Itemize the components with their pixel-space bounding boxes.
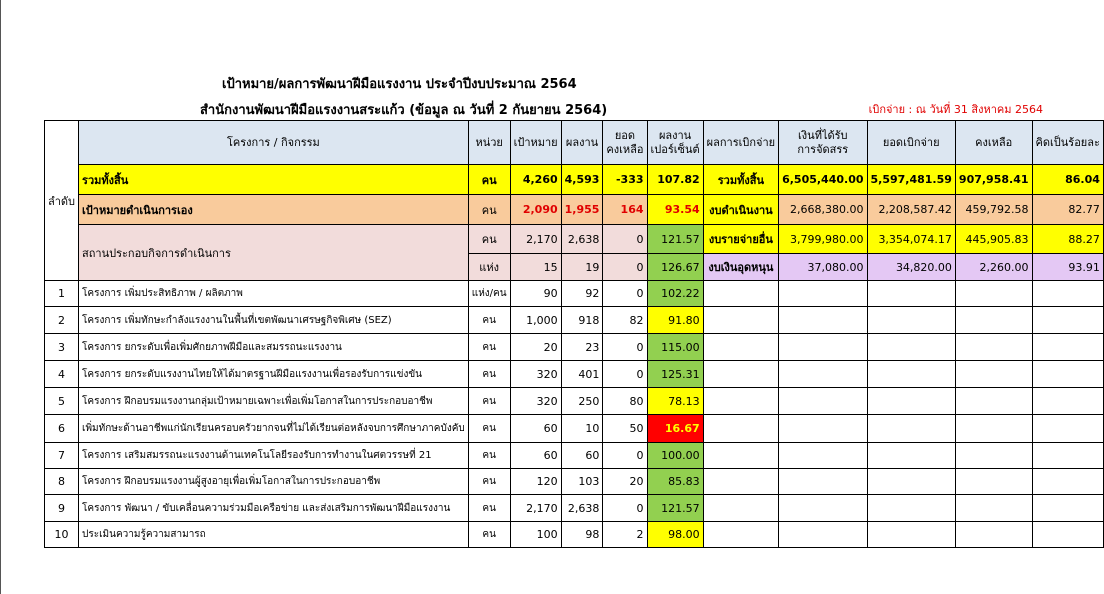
own-alloc: 2,668,380.00 — [779, 195, 867, 225]
own-disbursed: 2,208,587.42 — [867, 195, 955, 225]
own-percent: 93.54 — [647, 195, 703, 225]
row-unit: คน — [468, 334, 510, 361]
empty-budget-cell — [1032, 415, 1103, 443]
header-row — [45, 121, 1104, 165]
row-target: 2,170 — [510, 495, 561, 522]
empty-budget-cell — [779, 415, 867, 443]
own-disb-label: งบดำเนินงาน — [703, 195, 778, 225]
table-row — [45, 443, 1104, 469]
empty-budget-cell — [779, 495, 867, 522]
empty-budget-cell — [955, 281, 1032, 307]
row-target: 60 — [510, 415, 561, 443]
disb-result-header: ผลการเบิกจ่าย — [703, 121, 778, 165]
window-edge — [0, 0, 1, 594]
empty-budget-cell — [955, 495, 1032, 522]
row-result: 60 — [561, 443, 603, 469]
empty-budget-cell — [1032, 495, 1103, 522]
disbursement-date-note: เบิกจ่าย : ณ วันที่ 31 สิงหาคม 2564 — [868, 103, 1043, 116]
empty-budget-cell — [867, 388, 955, 415]
empty-budget-cell — [1032, 307, 1103, 334]
row-result: 401 — [561, 361, 603, 388]
other-expense-label: งบรายจ่ายอื่น — [703, 225, 778, 254]
unit-header: หน่วย — [468, 121, 510, 165]
row-result: 2,638 — [561, 495, 603, 522]
project-name: โครงการ เสริมสมรรถนะแรงงานด้านเทคโนโลยีรองรับการทำงานในศตวรรษที่ 21 — [79, 443, 469, 469]
pct-header: คิดเป็นร้อยละ — [1032, 121, 1103, 165]
table-row — [45, 388, 1104, 415]
own-unit: คน — [468, 195, 510, 225]
report-title: เป้าหมาย/ผลการพัฒนาฝีมือแรงงาน ประจำปีงบประมาณ 2564 — [222, 77, 577, 92]
summary-table — [44, 120, 1104, 548]
percent-header — [647, 121, 703, 165]
table-row — [45, 415, 1104, 443]
row-target: 1,000 — [510, 307, 561, 334]
empty-budget-cell — [1032, 388, 1103, 415]
empty-budget-cell — [867, 443, 955, 469]
establishment-label: สถานประกอบกิจการดำเนินการ — [79, 225, 469, 281]
row-number: 3 — [45, 334, 79, 361]
empty-budget-cell — [955, 388, 1032, 415]
total-unit: คน — [468, 165, 510, 195]
empty-budget-cell — [779, 522, 867, 548]
empty-budget-cell — [955, 443, 1032, 469]
other-expense-pct: 88.27 — [1032, 225, 1103, 254]
empty-budget-cell — [867, 334, 955, 361]
empty-budget-cell — [779, 307, 867, 334]
other-expense-alloc: 3,799,980.00 — [779, 225, 867, 254]
subsidy-balance: 2,260.00 — [955, 254, 1032, 281]
row-percent: 91.80 — [647, 307, 703, 334]
project-name: โครงการ ยกระดับเพื่อเพิ่มศักยภาพฝีมือและสมรรถนะแรงงาน — [79, 334, 469, 361]
row-percent: 16.67 — [647, 415, 703, 443]
total-label: รวมทั้งสิ้น — [79, 165, 469, 195]
percent-header-line1: ผลงาน — [658, 128, 692, 142]
establishment-percent-people: 121.57 — [647, 225, 703, 254]
establishment-remaining-places: 0 — [603, 254, 647, 281]
empty-budget-cell — [867, 469, 955, 495]
empty-budget-cell — [703, 307, 778, 334]
empty-budget-cell — [1032, 522, 1103, 548]
row-unit: คน — [468, 361, 510, 388]
total-target: 4,260 — [510, 165, 561, 195]
other-expense-disbursed: 3,354,074.17 — [867, 225, 955, 254]
empty-budget-cell — [1032, 361, 1103, 388]
empty-budget-cell — [779, 469, 867, 495]
empty-budget-cell — [955, 469, 1032, 495]
seq-header: ลำดับ — [45, 121, 79, 281]
row-remaining: 20 — [603, 469, 647, 495]
row-percent: 98.00 — [647, 522, 703, 548]
row-target: 320 — [510, 361, 561, 388]
row-remaining: 2 — [603, 522, 647, 548]
empty-budget-cell — [867, 281, 955, 307]
own-row — [45, 195, 1104, 225]
project-name: โครงการ ฝึกอบรมแรงงานกลุ่มเป้าหมายเฉพาะเพื่อเพิ่มโอกาสในการประกอบอาชีพ — [79, 388, 469, 415]
empty-budget-cell — [867, 361, 955, 388]
row-unit: คน — [468, 443, 510, 469]
empty-budget-cell — [703, 469, 778, 495]
row-percent: 85.83 — [647, 469, 703, 495]
empty-budget-cell — [955, 307, 1032, 334]
table-row — [45, 334, 1104, 361]
empty-budget-cell — [955, 334, 1032, 361]
table-row — [45, 281, 1104, 307]
empty-budget-cell — [703, 361, 778, 388]
total-balance: 907,958.41 — [955, 165, 1032, 195]
row-result: 918 — [561, 307, 603, 334]
subsidy-pct: 93.91 — [1032, 254, 1103, 281]
total-disbursed: 5,597,481.59 — [867, 165, 955, 195]
row-remaining: 80 — [603, 388, 647, 415]
row-remaining: 50 — [603, 415, 647, 443]
establishment-unit-people: คน — [468, 225, 510, 254]
empty-budget-cell — [779, 361, 867, 388]
row-percent: 125.31 — [647, 361, 703, 388]
empty-budget-cell — [779, 443, 867, 469]
empty-budget-cell — [1032, 334, 1103, 361]
row-remaining: 0 — [603, 443, 647, 469]
row-unit: คน — [468, 388, 510, 415]
own-target: 2,090 — [510, 195, 561, 225]
own-result: 1,955 — [561, 195, 603, 225]
project-name: โครงการ พัฒนา / ขับเคลื่อนความร่วมมือเครือข่าย และส่งเสริมการพัฒนาฝีมือแรงงาน — [79, 495, 469, 522]
row-number: 10 — [45, 522, 79, 548]
empty-budget-cell — [955, 522, 1032, 548]
row-result: 92 — [561, 281, 603, 307]
subsidy-disbursed: 34,820.00 — [867, 254, 955, 281]
subsidy-alloc: 37,080.00 — [779, 254, 867, 281]
row-percent: 102.22 — [647, 281, 703, 307]
other-expense-balance: 445,905.83 — [955, 225, 1032, 254]
project-name: โครงการ ยกระดับแรงงานไทยให้ได้มาตรฐานฝีมือแรงงานเพื่อรองรับการแข่งขัน — [79, 361, 469, 388]
empty-budget-cell — [867, 495, 955, 522]
establishment-target-places: 15 — [510, 254, 561, 281]
row-number: 2 — [45, 307, 79, 334]
project-rows — [45, 281, 1104, 548]
row-unit: คน — [468, 522, 510, 548]
empty-budget-cell — [703, 443, 778, 469]
project-name: โครงการ ฝึกอบรมแรงงานผู้สูงอายุเพื่อเพิ่มโอกาสในการประกอบอาชีพ — [79, 469, 469, 495]
total-pct: 86.04 — [1032, 165, 1103, 195]
project-name: โครงการ เพิ่มทักษะกำลังแรงงานในพื้นที่เขตพัฒนาเศรษฐกิจพิเศษ (SEZ) — [79, 307, 469, 334]
row-target: 120 — [510, 469, 561, 495]
row-target: 320 — [510, 388, 561, 415]
project-name: ประเมินความรู้ความสามารถ — [79, 522, 469, 548]
empty-budget-cell — [779, 388, 867, 415]
empty-budget-cell — [703, 334, 778, 361]
row-number: 1 — [45, 281, 79, 307]
table-row — [45, 361, 1104, 388]
empty-budget-cell — [703, 415, 778, 443]
balance-header: คงเหลือ — [955, 121, 1032, 165]
row-target: 60 — [510, 443, 561, 469]
row-unit: คน — [468, 495, 510, 522]
total-percent: 107.82 — [647, 165, 703, 195]
row-result: 98 — [561, 522, 603, 548]
establishment-remaining-people: 0 — [603, 225, 647, 254]
remaining-header — [603, 121, 647, 165]
remaining-header-line1: ยอด — [614, 128, 636, 142]
table-row — [45, 495, 1104, 522]
project-name: โครงการ เพิ่มประสิทธิภาพ / ผลิตภาพ — [79, 281, 469, 307]
empty-budget-cell — [779, 334, 867, 361]
row-number: 8 — [45, 469, 79, 495]
empty-budget-cell — [867, 522, 955, 548]
empty-budget-cell — [867, 415, 955, 443]
own-label: เป้าหมายดำเนินการเอง — [79, 195, 469, 225]
establishment-unit-places: แห่ง — [468, 254, 510, 281]
result-header: ผลงาน — [561, 121, 603, 165]
empty-budget-cell — [703, 388, 778, 415]
empty-budget-cell — [703, 495, 778, 522]
row-remaining: 0 — [603, 361, 647, 388]
alloc-header — [779, 121, 867, 165]
row-result: 250 — [561, 388, 603, 415]
row-unit: คน — [468, 469, 510, 495]
establishment-target-people: 2,170 — [510, 225, 561, 254]
empty-budget-cell — [955, 361, 1032, 388]
total-result: 4,593 — [561, 165, 603, 195]
row-number: 6 — [45, 415, 79, 443]
establishment-percent-places: 126.67 — [647, 254, 703, 281]
row-result: 23 — [561, 334, 603, 361]
row-number: 9 — [45, 495, 79, 522]
row-remaining: 0 — [603, 495, 647, 522]
row-remaining: 82 — [603, 307, 647, 334]
project-header: โครงการ / กิจกรรม — [79, 121, 469, 165]
percent-header-line2: เปอร์เซ็นต์ — [650, 142, 700, 156]
row-percent: 100.00 — [647, 443, 703, 469]
table-row — [45, 522, 1104, 548]
row-result: 10 — [561, 415, 603, 443]
own-balance: 459,792.58 — [955, 195, 1032, 225]
target-header: เป้าหมาย — [510, 121, 561, 165]
row-number: 7 — [45, 443, 79, 469]
establishment-result-places: 19 — [561, 254, 603, 281]
remaining-header-line2: คงเหลือ — [606, 142, 644, 156]
own-remaining: 164 — [603, 195, 647, 225]
table-row — [45, 307, 1104, 334]
row-target: 20 — [510, 334, 561, 361]
row-percent: 78.13 — [647, 388, 703, 415]
row-unit: คน — [468, 415, 510, 443]
empty-budget-cell — [1032, 469, 1103, 495]
row-remaining: 0 — [603, 334, 647, 361]
project-name: เพิ่มทักษะด้านอาชีพแก่นักเรียนครอบครัวยากจนที่ไม่ได้เรียนต่อหลังจบการศึกษาภาคบังคับ — [79, 415, 469, 443]
empty-budget-cell — [867, 307, 955, 334]
row-percent: 121.57 — [647, 495, 703, 522]
row-number: 5 — [45, 388, 79, 415]
establishment-result-people: 2,638 — [561, 225, 603, 254]
row-unit: แห่ง/คน — [468, 281, 510, 307]
establishment-row-people — [45, 225, 1104, 254]
row-percent: 115.00 — [647, 334, 703, 361]
total-alloc: 6,505,440.00 — [779, 165, 867, 195]
empty-budget-cell — [955, 415, 1032, 443]
alloc-header-line1: เงินที่ได้รับ — [798, 128, 848, 142]
empty-budget-cell — [703, 281, 778, 307]
total-remaining: -333 — [603, 165, 647, 195]
empty-budget-cell — [1032, 443, 1103, 469]
total-disb-label: รวมทั้งสิ้น — [703, 165, 778, 195]
row-remaining: 0 — [603, 281, 647, 307]
empty-budget-cell — [779, 281, 867, 307]
row-unit: คน — [468, 307, 510, 334]
row-number: 4 — [45, 361, 79, 388]
row-target: 90 — [510, 281, 561, 307]
row-result: 103 — [561, 469, 603, 495]
disbursed-header: ยอดเบิกจ่าย — [867, 121, 955, 165]
empty-budget-cell — [703, 522, 778, 548]
empty-budget-cell — [1032, 281, 1103, 307]
own-pct: 82.77 — [1032, 195, 1103, 225]
row-target: 100 — [510, 522, 561, 548]
report-subtitle: สำนักงานพัฒนาฝีมือแรงงานสระแก้ว (ข้อมูล ณ วันที่ 2 กันยายน 2564) — [200, 103, 608, 118]
table-row — [45, 469, 1104, 495]
total-row — [45, 165, 1104, 195]
alloc-header-line2: การจัดสรร — [797, 142, 849, 156]
subsidy-label: งบเงินอุดหนุน — [703, 254, 778, 281]
